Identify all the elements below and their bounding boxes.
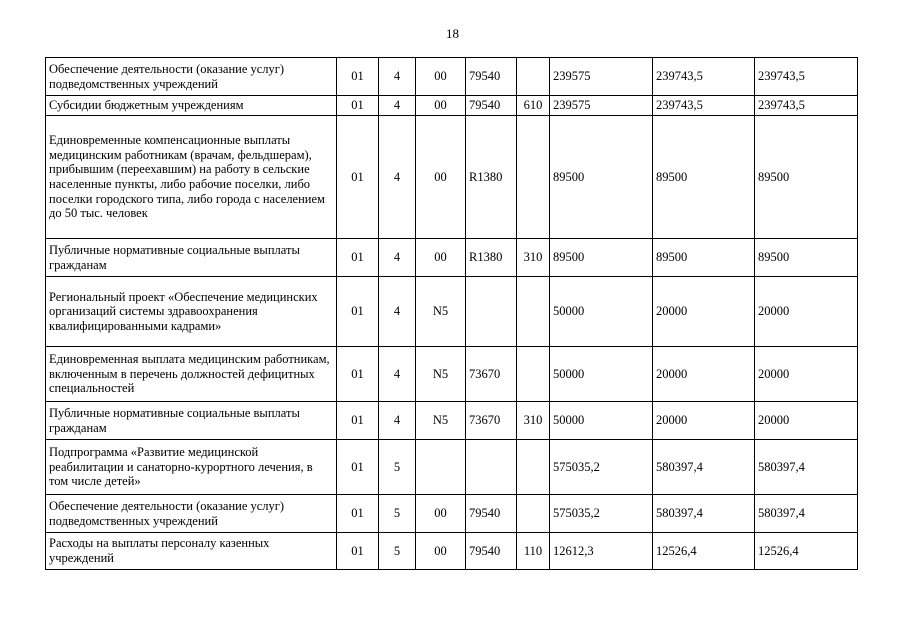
program-cell: N5 bbox=[416, 402, 466, 440]
target-code-cell: 79540 bbox=[466, 58, 517, 96]
subsection-cell: 4 bbox=[379, 347, 416, 402]
value-3-cell: 20000 bbox=[755, 402, 858, 440]
expense-type-cell bbox=[517, 58, 550, 96]
subsection-cell: 4 bbox=[379, 116, 416, 239]
value-1-cell: 89500 bbox=[550, 239, 653, 277]
section-cell: 01 bbox=[337, 96, 379, 116]
value-3-cell: 89500 bbox=[755, 116, 858, 239]
value-1-cell: 50000 bbox=[550, 347, 653, 402]
table-row bbox=[46, 347, 858, 402]
budget-table bbox=[45, 57, 858, 570]
program-cell: 00 bbox=[416, 239, 466, 277]
program-cell: N5 bbox=[416, 277, 466, 347]
table-row bbox=[46, 533, 858, 570]
expense-type-cell: 110 bbox=[517, 533, 550, 570]
table-row bbox=[46, 277, 858, 347]
row-name-cell: Обеспечение деятельности (оказание услуг) подведомственных учреждений bbox=[46, 495, 337, 533]
row-name-cell: Региональный проект «Обеспечение медицинских организаций системы здравоохранения квалифицированными кадрами» bbox=[46, 277, 337, 347]
value-3-cell: 20000 bbox=[755, 277, 858, 347]
program-cell bbox=[416, 440, 466, 495]
target-code-cell: 79540 bbox=[466, 495, 517, 533]
value-2-cell: 20000 bbox=[653, 347, 755, 402]
value-2-cell: 580397,4 bbox=[653, 495, 755, 533]
subsection-cell: 4 bbox=[379, 277, 416, 347]
program-cell: 00 bbox=[416, 58, 466, 96]
row-name-cell: Подпрограмма «Развитие медицинской реабилитации и санаторно-курортного лечения, в том числе детей» bbox=[46, 440, 337, 495]
value-2-cell: 580397,4 bbox=[653, 440, 755, 495]
program-cell: 00 bbox=[416, 533, 466, 570]
section-cell: 01 bbox=[337, 277, 379, 347]
table-row bbox=[46, 239, 858, 277]
expense-type-cell: 310 bbox=[517, 402, 550, 440]
value-2-cell: 89500 bbox=[653, 116, 755, 239]
target-code-cell: 79540 bbox=[466, 96, 517, 116]
value-3-cell: 20000 bbox=[755, 347, 858, 402]
target-code-cell: R1380 bbox=[466, 116, 517, 239]
target-code-cell: 73670 bbox=[466, 402, 517, 440]
row-name-cell: Единовременная выплата медицинским работникам, включенным в перечень должностей дефицитных специальностей bbox=[46, 347, 337, 402]
page-number: 18 bbox=[446, 26, 459, 41]
subsection-cell: 4 bbox=[379, 58, 416, 96]
section-cell: 01 bbox=[337, 440, 379, 495]
table-row bbox=[46, 116, 858, 239]
subsection-cell: 5 bbox=[379, 495, 416, 533]
value-2-cell: 239743,5 bbox=[653, 58, 755, 96]
value-2-cell: 89500 bbox=[653, 239, 755, 277]
value-3-cell: 89500 bbox=[755, 239, 858, 277]
target-code-cell bbox=[466, 440, 517, 495]
row-name-cell: Единовременные компенсационные выплаты медицинским работникам (врачам, фельдшерам), прибывшим (переехавшим) на работу в сельские населенные пункты, либо рабочие поселки, либо поселки городского типа, либо города с населением до 50 тыс. человек bbox=[46, 116, 337, 239]
table-body bbox=[46, 58, 858, 570]
value-3-cell: 239743,5 bbox=[755, 96, 858, 116]
program-cell: N5 bbox=[416, 347, 466, 402]
subsection-cell: 4 bbox=[379, 96, 416, 116]
subsection-cell: 5 bbox=[379, 440, 416, 495]
target-code-cell bbox=[466, 277, 517, 347]
expense-type-cell bbox=[517, 347, 550, 402]
target-code-cell: 79540 bbox=[466, 533, 517, 570]
expense-type-cell: 610 bbox=[517, 96, 550, 116]
value-2-cell: 20000 bbox=[653, 402, 755, 440]
expense-type-cell bbox=[517, 440, 550, 495]
value-1-cell: 50000 bbox=[550, 277, 653, 347]
subsection-cell: 4 bbox=[379, 402, 416, 440]
target-code-cell: 73670 bbox=[466, 347, 517, 402]
subsection-cell: 4 bbox=[379, 239, 416, 277]
program-cell: 00 bbox=[416, 495, 466, 533]
program-cell: 00 bbox=[416, 96, 466, 116]
section-cell: 01 bbox=[337, 347, 379, 402]
value-3-cell: 12526,4 bbox=[755, 533, 858, 570]
expense-type-cell: 310 bbox=[517, 239, 550, 277]
value-1-cell: 89500 bbox=[550, 116, 653, 239]
expense-type-cell bbox=[517, 495, 550, 533]
value-1-cell: 575035,2 bbox=[550, 495, 653, 533]
value-2-cell: 20000 bbox=[653, 277, 755, 347]
section-cell: 01 bbox=[337, 402, 379, 440]
value-2-cell: 12526,4 bbox=[653, 533, 755, 570]
row-name-cell: Субсидии бюджетным учреждениям bbox=[46, 96, 337, 116]
value-3-cell: 580397,4 bbox=[755, 495, 858, 533]
section-cell: 01 bbox=[337, 116, 379, 239]
value-1-cell: 575035,2 bbox=[550, 440, 653, 495]
table-row bbox=[46, 402, 858, 440]
row-name-cell: Расходы на выплаты персоналу казенных учреждений bbox=[46, 533, 337, 570]
table-row bbox=[46, 495, 858, 533]
expense-type-cell bbox=[517, 277, 550, 347]
value-2-cell: 239743,5 bbox=[653, 96, 755, 116]
table-row bbox=[46, 440, 858, 495]
row-name-cell: Обеспечение деятельности (оказание услуг) подведомственных учреждений bbox=[46, 58, 337, 96]
row-name-cell: Публичные нормативные социальные выплаты гражданам bbox=[46, 239, 337, 277]
value-3-cell: 239743,5 bbox=[755, 58, 858, 96]
section-cell: 01 bbox=[337, 495, 379, 533]
value-1-cell: 239575 bbox=[550, 58, 653, 96]
expense-type-cell bbox=[517, 116, 550, 239]
table-row bbox=[46, 96, 858, 116]
table-row bbox=[46, 58, 858, 96]
value-1-cell: 239575 bbox=[550, 96, 653, 116]
value-1-cell: 12612,3 bbox=[550, 533, 653, 570]
value-1-cell: 50000 bbox=[550, 402, 653, 440]
subsection-cell: 5 bbox=[379, 533, 416, 570]
section-cell: 01 bbox=[337, 533, 379, 570]
program-cell: 00 bbox=[416, 116, 466, 239]
target-code-cell: R1380 bbox=[466, 239, 517, 277]
section-cell: 01 bbox=[337, 239, 379, 277]
section-cell: 01 bbox=[337, 58, 379, 96]
value-3-cell: 580397,4 bbox=[755, 440, 858, 495]
row-name-cell: Публичные нормативные социальные выплаты гражданам bbox=[46, 402, 337, 440]
